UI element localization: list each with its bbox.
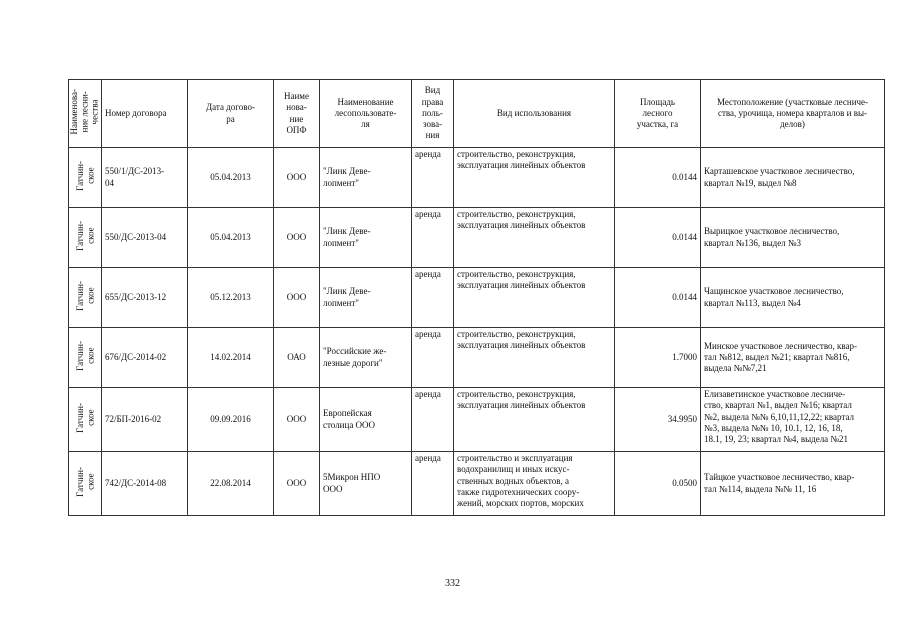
cell-usage: строительство, реконструкция, эксплуатация линейных объектов xyxy=(454,388,615,452)
cell-contract-no: 550/ДС-2013-04 xyxy=(102,208,188,268)
cell-forestry: Гатчин- ское xyxy=(69,268,102,328)
cell-forestry: Гатчин- ское xyxy=(69,452,102,516)
cell-contract-no: 550/1/ДС-2013- 04 xyxy=(102,148,188,208)
cell-opf: ООО xyxy=(274,388,320,452)
cell-opf: ООО xyxy=(274,148,320,208)
cell-forestry: Гатчин- ское xyxy=(69,148,102,208)
cell-contract-date: 05.12.2013 xyxy=(188,268,274,328)
cell-right-type: аренда xyxy=(412,148,454,208)
header-usage: Вид использования xyxy=(454,80,615,148)
cell-location: Минское участковое лесничество, квар- тал №812, выдел №21; квартал №816, выдела №№7,21 xyxy=(701,328,885,388)
forest-lease-table xyxy=(68,79,885,516)
table-row xyxy=(69,452,885,516)
cell-area: 34.9950 xyxy=(615,388,701,452)
table-row xyxy=(69,328,885,388)
cell-contract-date: 14.02.2014 xyxy=(188,328,274,388)
cell-contract-no: 72/БП-2016-02 xyxy=(102,388,188,452)
header-user: Наименование лесопользовате- ля xyxy=(320,80,412,148)
header-location: Местоположение (участковые лесниче- ства, урочища, номера кварталов и вы- делов) xyxy=(701,80,885,148)
cell-user: Европейская столица ООО xyxy=(320,388,412,452)
cell-usage: строительство и эксплуатация водохранилищ и иных искус- ственных водных объектов, а также гидротехнических соору- жений, морских портов, морских xyxy=(454,452,615,516)
cell-area: 0.0500 xyxy=(615,452,701,516)
cell-forestry: Гатчин- ское xyxy=(69,328,102,388)
cell-contract-date: 05.04.2013 xyxy=(188,208,274,268)
cell-forestry: Гатчин- ское xyxy=(69,388,102,452)
cell-right-type: аренда xyxy=(412,388,454,452)
header-contract-no: Номер договора xyxy=(102,80,188,148)
table-row xyxy=(69,388,885,452)
cell-user: "Линк Деве- лопмент" xyxy=(320,148,412,208)
cell-forestry: Гатчин- ское xyxy=(69,208,102,268)
cell-location: Елизаветинское участковое лесниче- ство, квартал №1, выдел №16; квартал №2, выдела №№ 6,10,11,12,22; квартал №3, выдела №№ 10, 10.1, 12, 16, 18, 18.1, 19, 23; квартал №4, выдела №21 xyxy=(701,388,885,452)
table-row xyxy=(69,148,885,208)
cell-user: "Линк Деве- лопмент" xyxy=(320,208,412,268)
cell-contract-date: 05.04.2013 xyxy=(188,148,274,208)
cell-usage: строительство, реконструкция, эксплуатация линейных объектов xyxy=(454,148,615,208)
cell-location: Чащинское участковое лесничество, квартал №113, выдел №4 xyxy=(701,268,885,328)
cell-right-type: аренда xyxy=(412,452,454,516)
page-number: 332 xyxy=(445,578,460,589)
header-area: Площадь лесного участка, га xyxy=(615,80,701,148)
table-header-row xyxy=(69,80,885,148)
header-opf: Наиме нова- ние ОПФ xyxy=(274,80,320,148)
cell-user: "Линк Деве- лопмент" xyxy=(320,268,412,328)
cell-opf: ОАО xyxy=(274,328,320,388)
cell-right-type: аренда xyxy=(412,268,454,328)
cell-user: "Российские же- лезные дороги" xyxy=(320,328,412,388)
cell-right-type: аренда xyxy=(412,208,454,268)
cell-user: 5Микрон НПО ООО xyxy=(320,452,412,516)
cell-contract-no: 655/ДС-2013-12 xyxy=(102,268,188,328)
cell-contract-date: 09.09.2016 xyxy=(188,388,274,452)
cell-area: 1.7000 xyxy=(615,328,701,388)
cell-usage: строительство, реконструкция, эксплуатация линейных объектов xyxy=(454,268,615,328)
cell-contract-date: 22.08.2014 xyxy=(188,452,274,516)
cell-usage: строительство, реконструкция, эксплуатация линейных объектов xyxy=(454,208,615,268)
cell-contract-no: 742/ДС-2014-08 xyxy=(102,452,188,516)
cell-location: Карташевское участковое лесничество, квартал №19, выдел №8 xyxy=(701,148,885,208)
cell-location: Тайцкое участковое лесничество, квар- тал №114, выдела №№ 11, 16 xyxy=(701,452,885,516)
cell-contract-no: 676/ДС-2014-02 xyxy=(102,328,188,388)
cell-usage: строительство, реконструкция, эксплуатация линейных объектов xyxy=(454,328,615,388)
cell-right-type: аренда xyxy=(412,328,454,388)
header-contract-date: Дата догово- ра xyxy=(188,80,274,148)
header-right-type: Вид права поль- зова- ния xyxy=(412,80,454,148)
cell-location: Вырицкое участковое лесничество, квартал №136, выдел №3 xyxy=(701,208,885,268)
cell-area: 0.0144 xyxy=(615,268,701,328)
table-row xyxy=(69,208,885,268)
cell-opf: ООО xyxy=(274,208,320,268)
cell-area: 0.0144 xyxy=(615,148,701,208)
cell-area: 0.0144 xyxy=(615,208,701,268)
cell-opf: ООО xyxy=(274,268,320,328)
header-forestry: Наименова- ние лесни- чества xyxy=(69,80,102,148)
table-row xyxy=(69,268,885,328)
cell-opf: ООО xyxy=(274,452,320,516)
